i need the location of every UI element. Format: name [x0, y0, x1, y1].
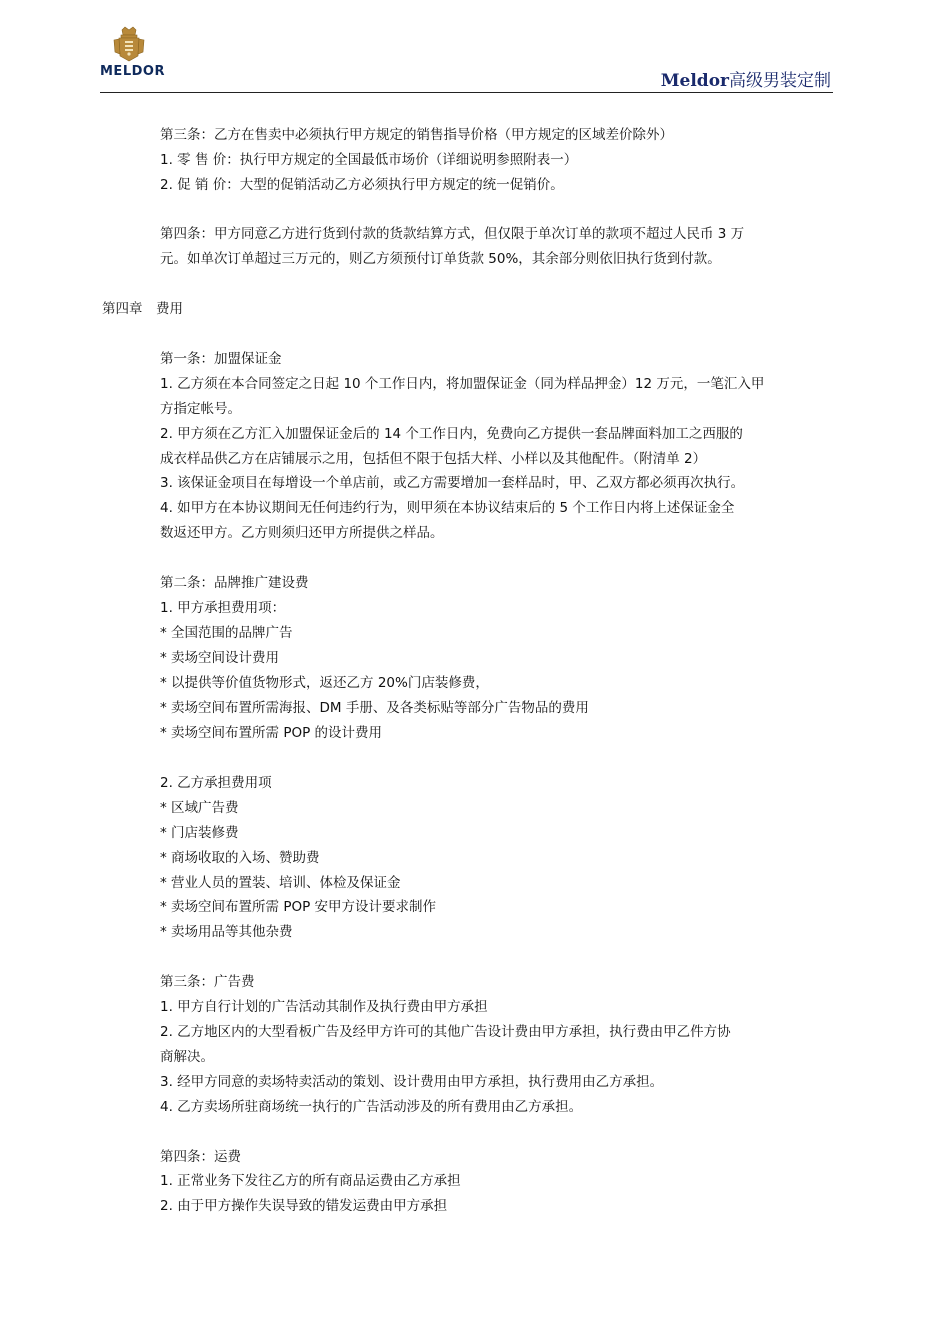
- paragraph-line: * 卖场空间布置所需 POP 的设计费用: [160, 725, 383, 741]
- paragraph-line: 数返还甲方。乙方则须归还甲方所提供之样品。: [160, 525, 444, 541]
- paragraph-line: * 门店装修费: [160, 825, 239, 841]
- chapter-heading: 第四章 费用: [102, 301, 183, 317]
- paragraph-line: 元。如单次订单超过三万元的，则乙方须预付订单货款 50%，其余部分则依旧执行货到付款。: [160, 251, 721, 267]
- paragraph-line: * 卖场空间布置所需 POP 安甲方设计要求制作: [160, 899, 437, 915]
- paragraph-line: 第一条：加盟保证金: [160, 351, 282, 367]
- paragraph-line: 3. 经甲方同意的卖场特卖活动的策划、设计费用由甲方承担，执行费用由乙方承担。: [160, 1074, 664, 1090]
- paragraph-line: * 区域广告费: [160, 800, 239, 816]
- paragraph-line: 1. 甲方承担费用项：: [160, 600, 286, 616]
- paragraph-line: 1. 甲方自行计划的广告活动其制作及执行费由甲方承担: [160, 999, 488, 1015]
- header-brand: Meldor: [660, 71, 729, 91]
- paragraph-line: 商解决。: [160, 1049, 214, 1065]
- header-title: [661, 66, 831, 91]
- page-header: [100, 22, 833, 93]
- paragraph-line: 2. 甲方须在乙方汇入加盟保证金后的 14 个工作日内，免费向乙方提供一套品牌面料加工之西服的: [160, 426, 743, 442]
- paragraph-line: 4. 如甲方在本协议期间无任何违约行为，则甲须在本协议结束后的 5 个工作日内将上述保证金全: [160, 500, 735, 516]
- paragraph-line: 第二条：品牌推广建设费: [160, 575, 309, 591]
- paragraph-line: 第三条：乙方在售卖中必须执行甲方规定的销售指导价格（甲方规定的区域差价除外）: [160, 127, 673, 143]
- paragraph-line: 3. 该保证金项目在每增设一个单店前，或乙方需要增加一套样品时，甲、乙双方都必须再次执行。: [160, 475, 745, 491]
- paragraph-line: 4. 乙方卖场所驻商场统一执行的广告活动涉及的所有费用由乙方承担。: [160, 1099, 583, 1115]
- paragraph-line: * 全国范围的品牌广告: [160, 625, 293, 641]
- crest-icon: [100, 26, 158, 66]
- paragraph-line: 1. 零 售 价：执行甲方规定的全国最低市场价（详细说明参照附表一）: [160, 152, 578, 168]
- paragraph-line: 1. 正常业务下发往乙方的所有商品运费由乙方承担: [160, 1173, 461, 1189]
- paragraph-line: 2. 乙方承担费用项: [160, 775, 272, 791]
- paragraph-line: 第三条：广告费: [160, 974, 255, 990]
- meldor-logo: [100, 26, 165, 84]
- paragraph-line: * 营业人员的置装、培训、体检及保证金: [160, 875, 401, 891]
- paragraph-line: * 卖场空间布置所需海报、DM 手册、及各类标贴等部分广告物品的费用: [160, 700, 589, 716]
- paragraph-line: 1. 乙方须在本合同签定之日起 10 个工作日内，将加盟保证金（同为样品押金）12 万元，一笔汇入甲: [160, 376, 765, 392]
- paragraph-line: * 商场收取的入场、赞助费: [160, 850, 320, 866]
- paragraph-line: 2. 促 销 价：大型的促销活动乙方必须执行甲方规定的统一促销价。: [160, 177, 564, 193]
- paragraph-line: * 卖场空间设计费用: [160, 650, 280, 666]
- paragraph-line: 2. 由于甲方操作失误导致的错发运费由甲方承担: [160, 1198, 448, 1214]
- header-subtitle: 高级男装定制: [729, 71, 831, 91]
- paragraph-line: 2. 乙方地区内的大型看板广告及经甲方许可的其他广告设计费由甲方承担，执行费由甲乙件方协: [160, 1024, 731, 1040]
- paragraph-line: 第四条：甲方同意乙方进行货到付款的货款结算方式，但仅限于单次订单的款项不超过人民币 3 万: [160, 226, 745, 242]
- paragraph-line: 方指定帐号。: [160, 401, 241, 417]
- logo-text: MELDOR: [100, 64, 165, 79]
- paragraph-line: 第四条：运费: [160, 1149, 241, 1165]
- paragraph-line: * 卖场用品等其他杂费: [160, 924, 293, 940]
- paragraph-line: * 以提供等价值货物形式，返还乙方 20%门店装修费，: [160, 675, 489, 691]
- paragraph-line: 成衣样品供乙方在店铺展示之用，包括但不限于包括大样、小样以及其他配件。（附清单 2）: [160, 451, 707, 467]
